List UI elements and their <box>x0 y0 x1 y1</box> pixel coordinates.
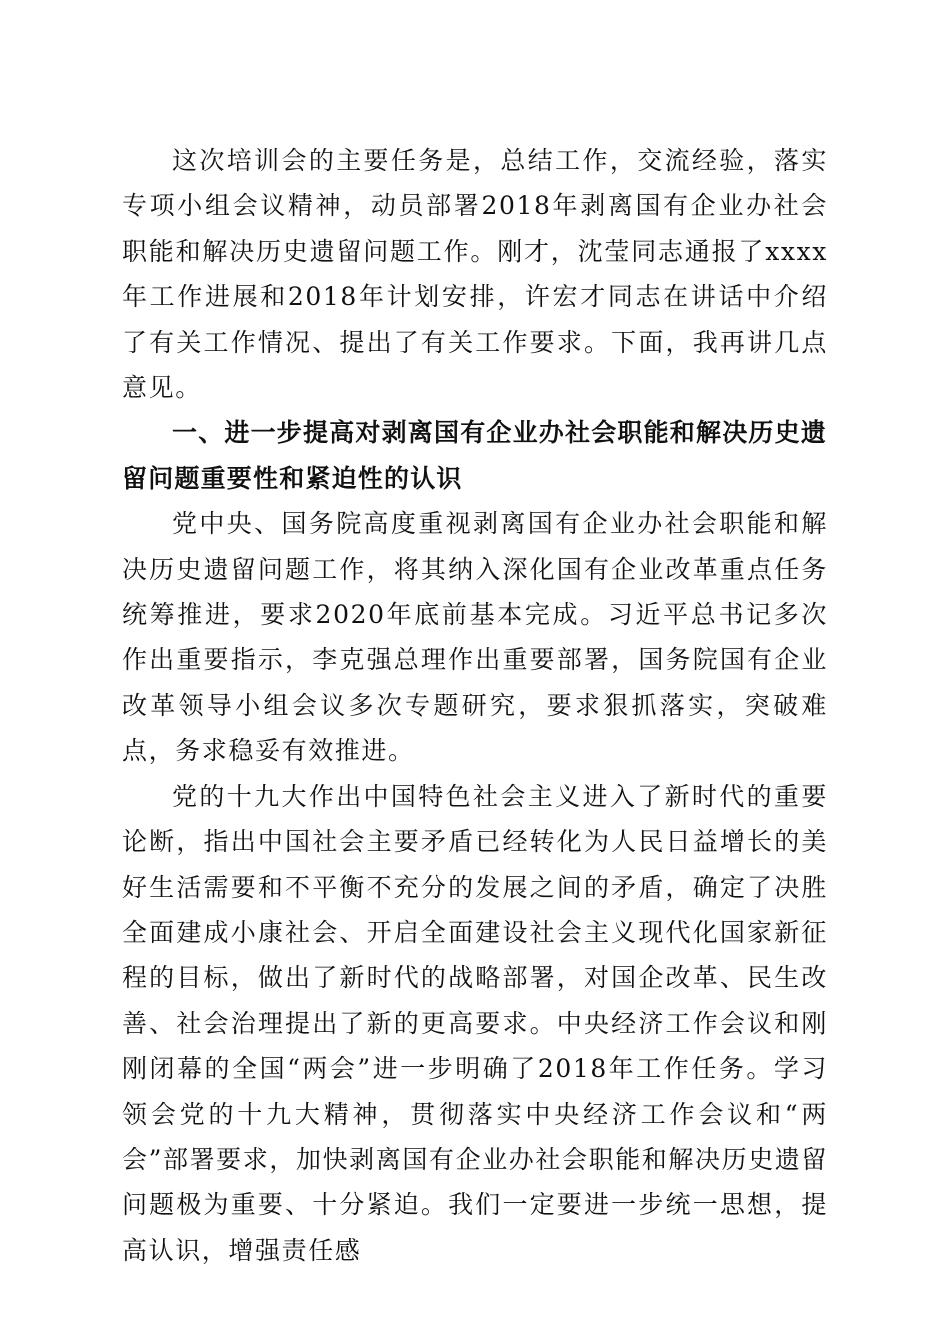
section-1-paragraph-2: 党的十九大作出中国特色社会主义进入了新时代的重要论断，指出中国社会主要矛盾已经转化为人民日益增长的美好生活需要和不平衡不充分的发展之间的矛盾，确定了决胜全面建成小康社会、开启全面建设社会主义现代化国家新征程的目标，做出了新时代的战略部署，对国企改革、民生改善、社会治理提出了新的更高要求。中央经济工作会议和刚刚闭幕的全国“两会”进一步明确了2018年工作任务。学习领会党的十九大精神，贯彻落实中央经济工作会议和“两会”部署要求，加快剥离国有企业办社会职能和解决历史遗留问题极为重要、十分紧迫。我们一定要进一步统一思想，提高认识，增强责任感 <box>122 781 828 1265</box>
document-body <box>122 138 828 1273</box>
section-heading-1: 一、进一步提高对剥离国有企业办社会职能和解决历史遗留问题重要性和紧迫性的认识 <box>122 418 828 493</box>
intro-paragraph: 这次培训会的主要任务是，总结工作，交流经验，落实专项小组会议精神，动员部署2018年剥离国有企业办社会职能和解决历史遗留问题工作。刚才，沈莹同志通报了xxxx年工作进展和2018年计划安排，许宏才同志在讲话中介绍了有关工作情况、提出了有关工作要求。下面，我再讲几点意见。 <box>122 146 828 403</box>
section-1-paragraph-1: 党中央、国务院高度重视剥离国有企业办社会职能和解决历史遗留问题工作，将其纳入深化国有企业改革重点任务统筹推进，要求2020年底前基本完成。习近平总书记多次作出重要指示，李克强总理作出重要部署，国务院国有企业改革领导小组会议多次专题研究，要求狠抓落实，突破难点，务求稳妥有效推进。 <box>122 509 828 766</box>
